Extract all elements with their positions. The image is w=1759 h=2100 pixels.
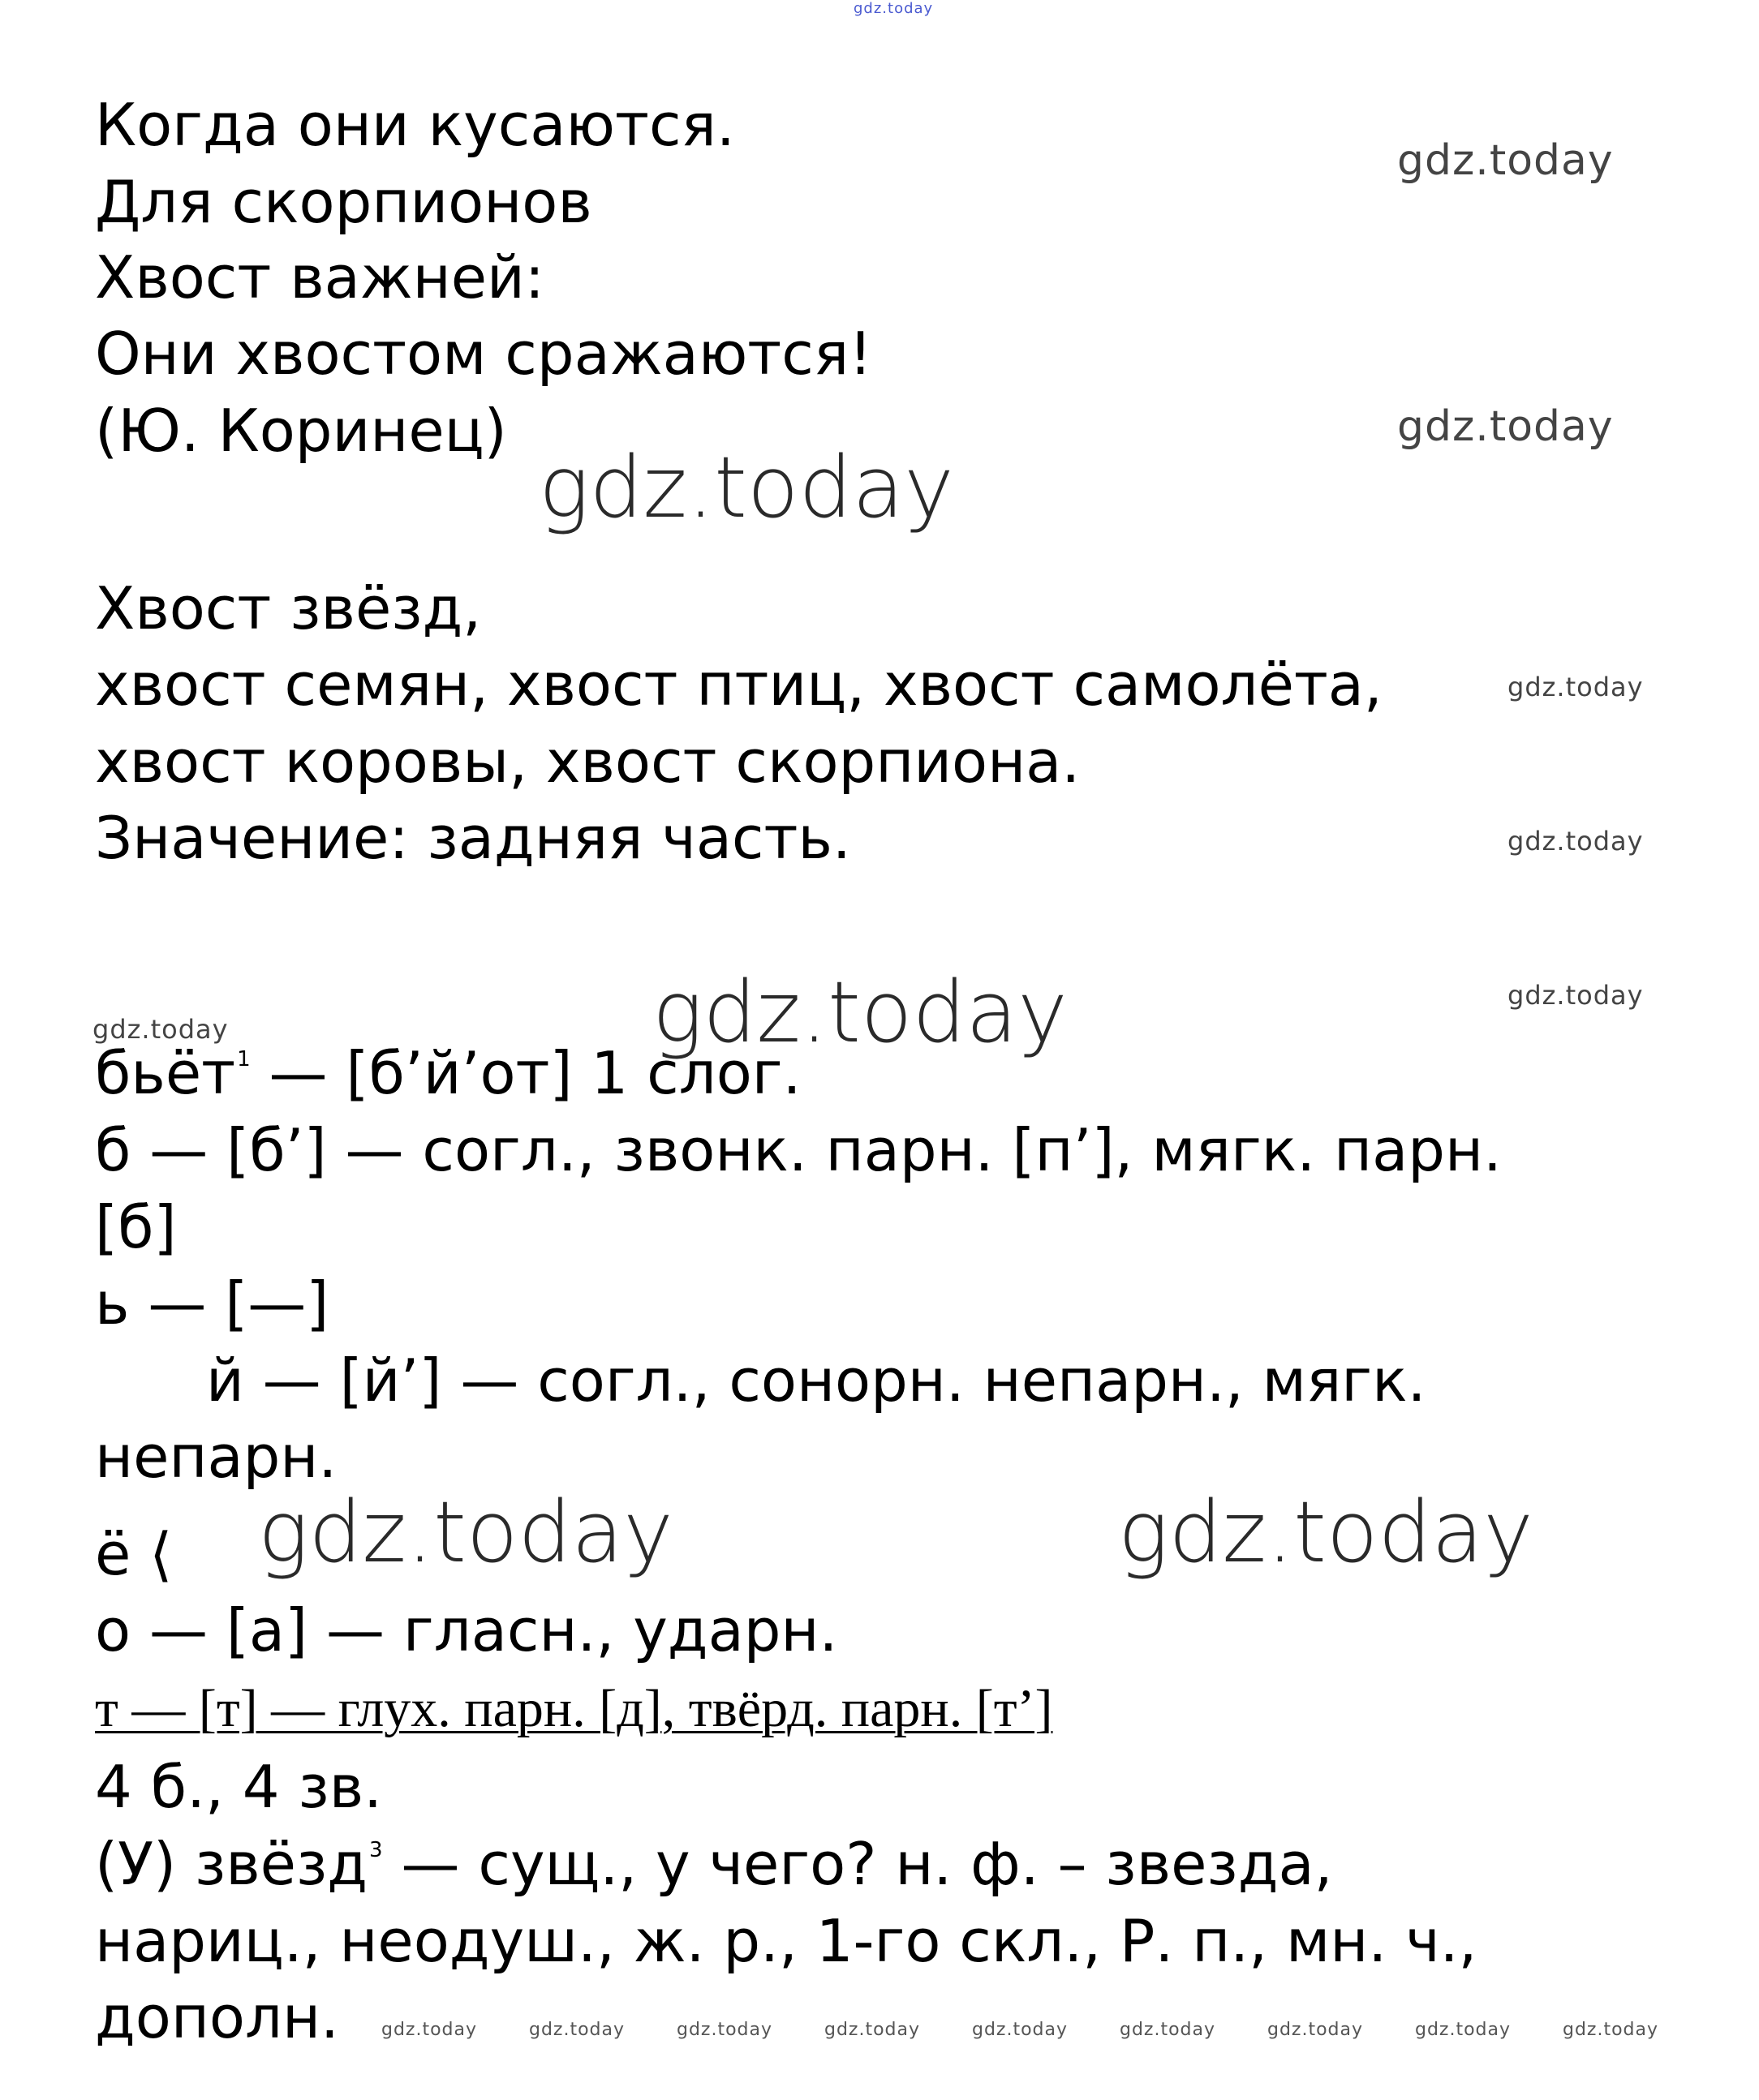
analysis-word-sup: 1 [237, 1047, 251, 1071]
tail-line-1: Хвост звёзд, [95, 574, 482, 642]
watermark-center-3: gdz.today [258, 1483, 673, 1582]
analysis-soft-sign: ь — [—] [95, 1269, 329, 1338]
poem-author: (Ю. Коринец) [95, 397, 507, 465]
analysis-b-line-1: б — [б’] — согл., звонк. парн. [п’], мягк. парн. [95, 1116, 1502, 1184]
analysis-y-line-2: непарн. [95, 1423, 338, 1491]
poem-line-1: Когда они кусаются. [95, 91, 735, 159]
tail-line-3: хвост коровы, хвост скорпиона. [95, 728, 1081, 796]
watermark-right-2: gdz.today [1397, 402, 1614, 451]
watermark-bottom-1: gdz.today [381, 2020, 478, 2040]
watermark-bottom-7: gdz.today [1267, 2020, 1364, 2040]
analysis-star-line-1 [95, 1830, 1333, 1898]
watermark-center-2: gdz.today [652, 963, 1068, 1062]
watermark-right-4: gdz.today [1507, 826, 1644, 857]
tail-line-2: хвост семян, хвост птиц, хвост самолёта, [95, 651, 1383, 719]
angle-bracket-icon: ⟨ [149, 1520, 173, 1588]
watermark-top: gdz.today [854, 0, 934, 17]
analysis-t-line: т — [т] — глух. парн. [д], твёрд. парн. [т’] [95, 1679, 1053, 1738]
watermark-center-1: gdz.today [539, 438, 954, 537]
analysis-o-line: о — [а] — гласн., ударн. [95, 1596, 838, 1664]
analysis-b-line-2: [б] [95, 1193, 177, 1261]
watermark-center-4: gdz.today [1118, 1483, 1533, 1582]
analysis-star-rest: — сущ., у чего? н. ф. – звезда, [382, 1830, 1333, 1898]
tail-meaning: Значение: задняя часть. [95, 804, 851, 872]
analysis-word: бьёт [95, 1039, 236, 1107]
analysis-y-line-1: й — [й’] — согл., сонорн. непарн., мягк. [206, 1346, 1426, 1415]
analysis-yo-letter: ё [95, 1520, 131, 1588]
poem-line-4: Они хвостом сражаются! [95, 320, 873, 388]
watermark-bottom-2: gdz.today [529, 2020, 626, 2040]
analysis-star-line-3: дополн. [95, 1983, 339, 2051]
analysis-count-line: 4 б., 4 зв. [95, 1753, 383, 1821]
watermark-bottom-9: gdz.today [1563, 2020, 1659, 2040]
analysis-yo-line [95, 1520, 173, 1588]
watermark-bottom-8: gdz.today [1415, 2020, 1512, 2040]
analysis-star-word: (У) звёзд [95, 1830, 368, 1898]
watermark-right-1: gdz.today [1397, 136, 1614, 185]
watermark-right-3: gdz.today [1507, 672, 1644, 702]
watermark-bottom-5: gdz.today [972, 2020, 1069, 2040]
watermark-left-1: gdz.today [92, 1014, 229, 1045]
watermark-bottom-4: gdz.today [824, 2020, 921, 2040]
analysis-word-line [95, 1039, 802, 1107]
analysis-star-line-2: нариц., неодуш., ж. р., 1-го скл., Р. п., мн. ч., [95, 1907, 1477, 1975]
poem-line-2: Для скорпионов [95, 168, 592, 236]
analysis-star-sup: 3 [369, 1838, 383, 1862]
analysis-transcription: — [б’й’от] 1 слог. [250, 1039, 802, 1107]
poem-line-3: Хвост важней: [95, 243, 545, 311]
watermark-bottom-6: gdz.today [1120, 2020, 1216, 2040]
watermark-bottom-3: gdz.today [677, 2020, 773, 2040]
watermark-right-5: gdz.today [1507, 980, 1644, 1011]
